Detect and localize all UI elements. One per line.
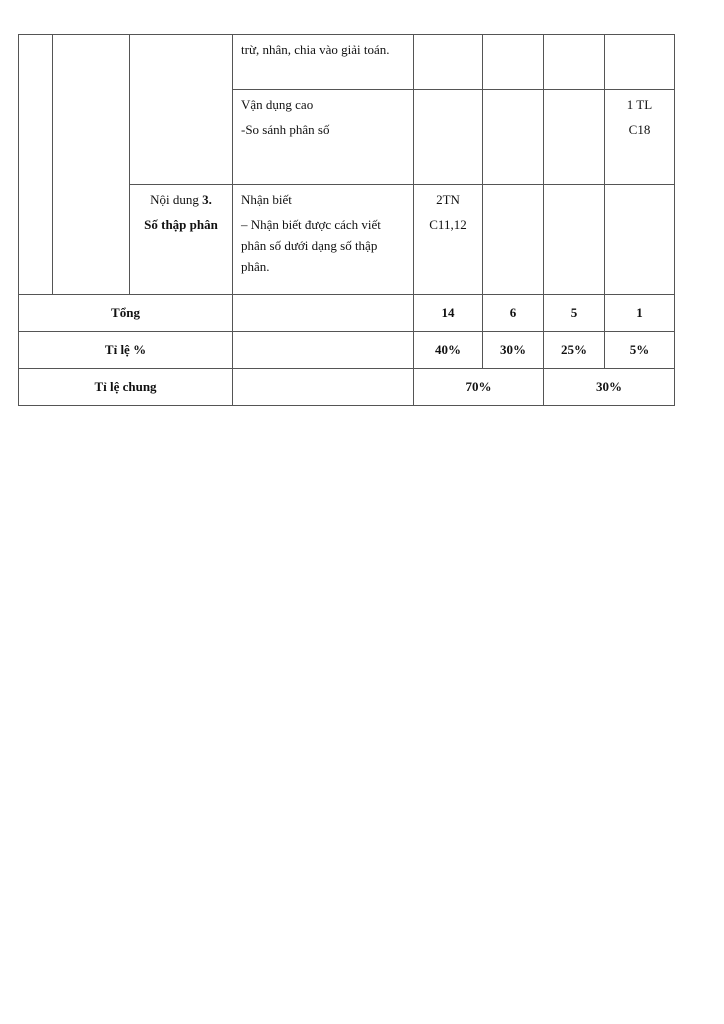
cell-stt (19, 35, 53, 295)
cell-content-prev (130, 35, 233, 185)
cell-vd (544, 185, 605, 295)
tong-th: 6 (483, 295, 544, 332)
cell-vd (544, 90, 605, 185)
label-ti-le: Tỉ lệ % (19, 332, 233, 369)
cell-vdc (605, 35, 675, 90)
nb-count: 2TN (436, 192, 460, 207)
cell-nb (414, 35, 483, 90)
cell-content-nd3 (130, 185, 233, 295)
cell-th (483, 35, 544, 90)
cell-th (483, 185, 544, 295)
content-label (130, 185, 232, 214)
table-row-ti-le (19, 332, 675, 369)
tong-vd: 5 (544, 295, 605, 332)
level-nhan-biet: Nhận biết (241, 192, 292, 207)
nb-question-ref: C11,12 (429, 217, 467, 232)
ti-le-th: 30% (483, 332, 544, 369)
cell-requirement-nd3 (233, 185, 414, 295)
cell-empty (233, 369, 414, 406)
table-row-continuation (19, 35, 675, 90)
cell-requirement-vdc (233, 90, 414, 185)
ti-le-vd: 25% (544, 332, 605, 369)
cell-th (483, 90, 544, 185)
table-row-ti-le-chung (19, 369, 675, 406)
requirement-nhan-biet: – Nhận biết được cách viết phân số dưới dạng số thập phân. (241, 217, 381, 274)
cell-empty (233, 332, 414, 369)
ti-le-nb: 40% (414, 332, 483, 369)
cell-empty (233, 295, 414, 332)
tong-nb: 14 (414, 295, 483, 332)
cell-nb (414, 90, 483, 185)
cell-vd (544, 35, 605, 90)
cell-chapter (53, 35, 130, 295)
content-label-prefix: Nội dung (150, 192, 203, 207)
cell-nb-value (414, 185, 483, 295)
vdc-question-ref: C18 (628, 122, 651, 137)
ti-le-vdc: 5% (605, 332, 675, 369)
cell-vdc-value (605, 90, 675, 185)
level-van-dung-cao: Vận dụng cao (241, 97, 314, 112)
content-label-number: 3. (202, 192, 212, 207)
vdc-count: 1 TL (626, 97, 653, 112)
label-tong: Tổng (19, 295, 233, 332)
cell-requirement-cont (233, 35, 414, 90)
ti-le-chung-left: 70% (414, 369, 544, 406)
content-topic: Số thập phân (144, 217, 218, 232)
cell-vdc (605, 185, 675, 295)
label-ti-le-chung: Tỉ lệ chung (19, 369, 233, 406)
tong-vdc: 1 (605, 295, 675, 332)
requirement-so-sanh: -So sánh phân số (241, 122, 330, 137)
requirement-cont-text: trừ, nhân, chia vào giải toán. (241, 42, 390, 57)
table-row-tong (19, 295, 675, 332)
ti-le-chung-right: 30% (544, 369, 675, 406)
assessment-matrix-table (18, 34, 675, 406)
